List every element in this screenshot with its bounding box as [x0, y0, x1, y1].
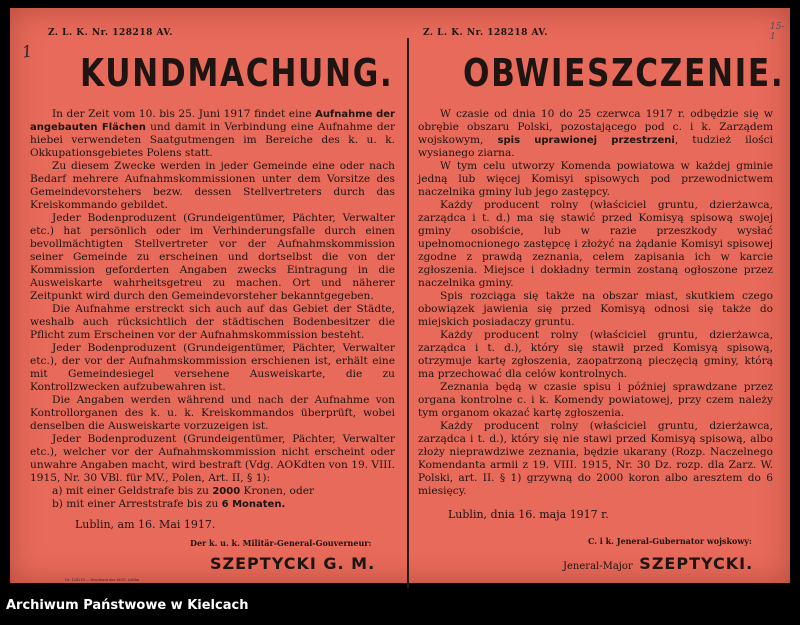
column-divider	[407, 38, 409, 588]
polish-signature-title: C. i k. Jeneral-Gubernator wojskowy:	[588, 536, 752, 546]
polish-paragraph-5: Każdy producent rolny (właściciel gruntu, dzierżawca, zarządca i t. d.), który się stawił przed Komisyą spisową, otrzymuje kartę zgłoszenia, zaopatrzoną pieczęcią gminy, którą ma przechować dla celów kontrolnych.	[418, 329, 773, 380]
german-reference: Z. L. K. Nr. 128218 AV.	[48, 28, 173, 38]
polish-signature-rank: Jeneral-Major	[563, 561, 633, 572]
german-signature-title: Der k. u. k. Militär-General-Gouverneur:	[190, 538, 372, 548]
german-paragraph-3: Jeder Bodenproduzent (Grundeigentümer, Pächter, Verwalter etc.) hat persönlich oder im Verhinderungsfalle durch einen bevollmächtigten Stellvertreter vor der Aufnahmskommission seiner Gemeinde zu erscheinen und dortselbst die von der Kommission geforderten Angaben zwecks Eintragung in die Ausweiskarte wahrheitsgetreu zu machen. Ort und näherer Zeitpunkt wird durch den Gemeindevorsteher bekanntgegeben.	[30, 212, 395, 302]
polish-signature	[563, 554, 753, 573]
polish-paragraph-7: Każdy producent rolny (właściciel gruntu, dzierżawca, zarządca i t. d.), który się nie stawi przed Komisyą spisową, albo złoży nieprawdziwe zeznania, będzie ukarany (Rozp. Naczelnego Komendanta armii z 19. VIII. 1915, Nr. 30 Dz. rozp. dla Zarz. W. Polski, art. II. § 1) grzywną do 2000 koron albo aresztem do 6 miesięcy.	[418, 420, 773, 497]
polish-signature-name: SZEPTYCKI.	[639, 554, 754, 573]
german-penalty-a: a) mit einer Geldstrafe bis zu 2000 Kronen, oder	[52, 485, 315, 497]
polish-reference: Z. L. K. Nr. 128218 AV.	[423, 28, 548, 38]
german-paragraph-7: Jeder Bodenproduzent (Grundeigentümer, Pächter, Verwalter etc.), welcher vor der Aufnahmskommission nicht erscheint oder unwahre Angaben macht, wird bestraft (Vdg. AOKdten von 19. VIII. 1915, Nr. 30 VBl. für MV., Polen, Art. II, § 1):	[30, 433, 395, 484]
polish-body	[418, 108, 773, 498]
german-paragraph-1: In der Zeit vom 10. bis 25. Juni 1917 findet eine Aufnahme der angebauten Flächen und damit in Verbindung eine Aufnahme der hiebei verwendeten Saatgutmengen im Bereiche des k. u. k. Okkupationsgebietes Polens statt.	[30, 108, 396, 159]
german-date: Lublin, am 16. Mai 1917.	[75, 518, 216, 531]
polish-paragraph-3: Każdy producent rolny (właściciel gruntu, dzierżawca, zarządca i t. d.) ma się stawić przed Komisyą spisową swojej gminy osobiście, lub w razie przeszkody wysłać upełnomocnionego zastępcę i złożyć na żądanie Komisyi spisowej zgodne z prawdą zeznania, celem zapisania ich w karcie zgłoszenia. Miejsce i dokładny termin zostaną ogłoszone przez naczelnika gminy.	[418, 199, 773, 289]
german-body	[30, 108, 395, 511]
handwritten-number: 1	[20, 41, 34, 62]
polish-date: Lublin, dnia 16. maja 1917 r.	[448, 508, 609, 521]
polish-heading: OBWIESZCZENIE.	[463, 51, 785, 95]
german-signature-name: SZEPTYCKI G. M.	[210, 554, 376, 573]
printer-note: Dr. 128218 — Druckerei des MGG. Lublin	[65, 578, 140, 582]
german-paragraph-5: Jeder Bodenproduzent (Grundeigentümer, Pächter, Verwalter etc.), der vor der Aufnahmskommission erschienen ist, erhält eine mit Gemeindesiegel versehene Ausweiskarte, die zu Kontrollzwecken aufzubewahren ist.	[30, 342, 395, 393]
german-paragraph-6: Die Angaben werden während und nach der Aufnahme von Kontrollorganen des k. u. k. Kreiskommandos überprüft, wobei denselben die Ausweiskarte vorzuzeigen ist.	[30, 394, 395, 432]
german-penalty-b: b) mit einer Arreststrafe bis zu 6 Monaten.	[52, 498, 286, 510]
poster-sheet	[10, 8, 790, 583]
polish-paragraph-6: Zeznania będą w czasie spisu i później sprawdzane przez organa kontrolne c. i k. Komendy powiatowej, przy czem należy tym organom okazać kartę zgłoszenia.	[418, 381, 773, 419]
archive-label: Archiwum Państwowe w Kielcach	[6, 598, 249, 613]
polish-paragraph-4: Spis rozciąga się także na obszar miast, skutkiem czego obowiązek jawienia się przed Komisyą odnosi się także do miejskich posiadaczy gruntu.	[418, 290, 773, 328]
german-heading: KUNDMACHUNG.	[80, 51, 394, 95]
german-paragraph-2: Zu diesem Zwecke werden in jeder Gemeinde eine oder nach Bedarf mehrere Aufnahmskommissionen unter dem Vorsitze des Gemeindevorstehers bezw. dessen Stellvertreters durch das Kreiskommando gebildet.	[30, 160, 395, 211]
german-paragraph-4: Die Aufnahme erstreckt sich auch auf das Gebiet der Städte, weshalb auch rücksichtlich der städtischen Bodenbesitzer die Pflicht zum Erscheinen vor der Aufnahmskommission besteht.	[30, 303, 395, 341]
polish-paragraph-1: W czasie od dnia 10 do 25 czerwca 1917 r. odbędzie się w obrębie obszaru Polski, pozostającego pod c. i k. Zarządem wojskowym, spis uprawionej przestrzeni, tudzież ilości wysianego ziarna.	[418, 108, 773, 159]
polish-paragraph-2: W tym celu utworzy Komenda powiatowa w każdej gminie jedną lub więcej Komisyi spisowych pod przewodnictwem naczelnika gminy lub jego zastępcy.	[418, 160, 773, 198]
handwritten-reference: 15-1	[770, 22, 785, 42]
